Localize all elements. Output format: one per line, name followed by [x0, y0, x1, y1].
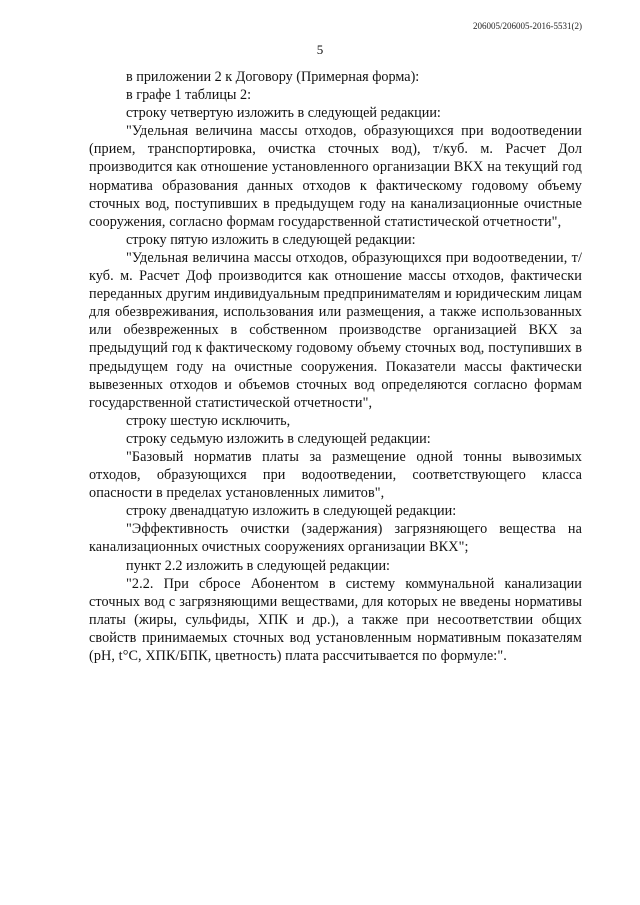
paragraph: строку пятую изложить в следующей редакции:	[126, 231, 416, 248]
paragraph: строку двенадцатую изложить в следующей редакции:	[126, 503, 457, 520]
quoted-paragraph: "Базовый норматив платы за размещение одной тонны вывозимых отходов, образующихся при водоотведении, соответствующего класса опасности в пределах установленных лимитов",	[89, 448, 582, 502]
quoted-paragraph: "Удельная величина массы отходов, образующихся при водоотведении (прием, транспортировка, очистка сточных вод), т/куб. м. Расчет Дол производится как отношение установленного организации ВКХ на текущий год норматива образования данных отходов к фактическому годовому объему сточных вод, поступивших в предыдущем году на канализационные очистные сооружения, согласно формам государственной статистической отчетности",	[89, 123, 582, 230]
paragraph: пункт 2.2 изложить в следующей редакции:	[126, 557, 390, 574]
quoted-paragraph: "2.2. При сбросе Абонентом в систему коммунальной канализации сточных вод с загрязняющими веществами, для которых не введены нормативы платы (жиры, сульфиды, ХПК и др.), а также при несоответствии общих свойств принимаемых сточных вод установленным нормативным показателям (рН, t°С, ХПК/БПК, цветность) плата рассчитывается по формуле:".	[89, 575, 582, 664]
paragraph: в графе 1 таблицы 2:	[126, 87, 252, 104]
paragraph: строку шестую исключить,	[126, 412, 291, 429]
document-body	[89, 68, 582, 665]
quoted-paragraph: "Удельная величина массы отходов, образующихся при водоотведении, т/куб. м. Расчет Доф производится как отношение массы отходов, фактически переданных другим индивидуальным предпринимателям и юридическим лицам для обезвреживания, использования или размещения, а также использованных или обезвреженных в собственном производстве организацией ВКХ за предыдущий год к фактическому годовому объему сточных вод, поступивших в предыдущем году на очистные сооружения. Показатели массы фактически вывезенных отходов и объемов сточных вод определяются согласно формам государственной статистической отчетности",	[89, 249, 582, 411]
quoted-paragraph: "Эффективность очистки (задержания) загрязняющего вещества на канализационных очистных сооружениях организации ВКХ";	[89, 521, 582, 556]
paragraph: строку четвертую изложить в следующей редакции:	[126, 105, 441, 122]
document-id: 206005/206005-2016-5531(2)	[473, 21, 582, 31]
paragraph: в приложении 2 к Договору (Примерная форма):	[126, 69, 420, 85]
page-number: 5	[316, 42, 324, 57]
paragraph: строку седьмую изложить в следующей редакции:	[126, 430, 431, 447]
